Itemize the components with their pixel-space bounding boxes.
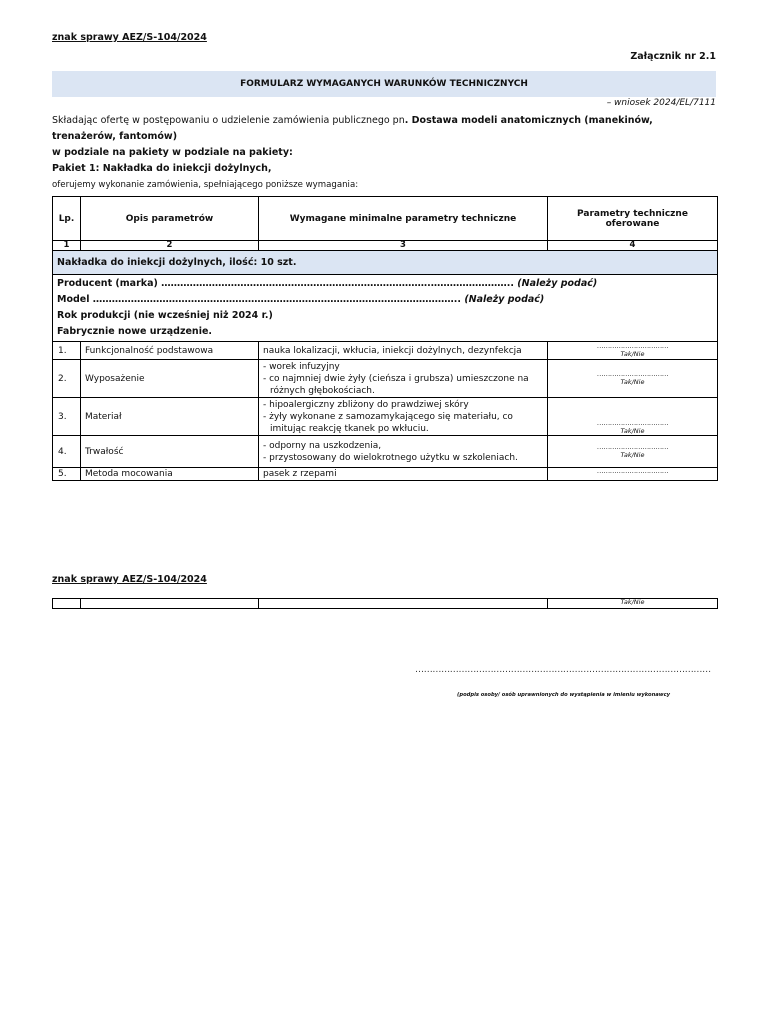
continuation-cell <box>53 599 81 609</box>
form-title-text: FORMULARZ WYMAGANYCH WARUNKÓW TECHNICZNYCH <box>240 79 528 89</box>
row-lp: 2. <box>53 360 81 398</box>
row-lp: 1. <box>53 342 81 360</box>
offer-dots: …………………………… <box>596 419 669 427</box>
model-line <box>57 292 713 308</box>
continuation-row <box>53 599 718 609</box>
intro-bold: . Dostawa modeli anatomicznych (manekinów, trenażerów, fantomów) <box>52 115 653 142</box>
intro-line-3 <box>52 161 716 177</box>
row-param: Wyposażenie <box>81 360 259 398</box>
product-info-row <box>53 275 718 342</box>
form-title <box>52 71 716 97</box>
requirement-item: - co najmniej dwie żyły (cieńsza i grubsza) umieszczone na różnych głębokościach. <box>263 373 529 396</box>
intro-line-4: oferujemy wykonanie zamówienia, spełniającego poniższe wymagania: <box>52 180 359 190</box>
model-note: (Należy podać) <box>464 294 545 305</box>
signature-caption: (podpis osoby/ osób uprawnionych do wystąpienia w imieniu wykonawcy <box>457 692 671 698</box>
offer-dots: …………………………… <box>596 443 669 451</box>
row-param: Trwałość <box>81 436 259 468</box>
offer-cell[interactable] <box>548 360 718 398</box>
product-info[interactable] <box>53 275 718 342</box>
requirement-item: - hipoalergiczny zbliżony do prawdziwej skóry <box>263 399 469 410</box>
model-label: Model …………………………………………………………………………………………………….. <box>57 294 465 305</box>
table-row <box>53 436 718 468</box>
intro-text <box>52 113 716 193</box>
offer-dots: …………………………… <box>596 370 669 378</box>
new-device-line: Fabrycznie nowe urządzenie. <box>57 326 213 337</box>
table-header-row <box>53 197 718 241</box>
requirement-item: - żyły wykonane z samozamykającego się materiału, co imitując reakcję tkanek po wkłuciu. <box>263 411 513 434</box>
row-requirement <box>259 468 548 481</box>
row-requirement <box>259 342 548 360</box>
annex-label: Załącznik nr 2.1 <box>630 51 716 62</box>
producer-note: (Należy podać) <box>517 278 598 289</box>
continuation-cell <box>259 599 548 609</box>
requirement-item: pasek z rzepami <box>263 469 337 479</box>
header-required: Wymagane minimalne parametry techniczne <box>259 197 548 241</box>
tak-nie-label: Tak/Nie <box>620 427 645 435</box>
requirement-item: - przystosowany do wielokrotnego użytku w szkoleniach. <box>263 452 518 463</box>
tak-nie-label: Tak/Nie <box>620 451 645 459</box>
intro-package-1: Pakiet 1: Nakładka do iniekcji dożylnych, <box>52 163 272 174</box>
intro-normal: Składając ofertę w postępowaniu o udzielenie zamówienia publicznego pn <box>52 115 405 126</box>
continuation-table <box>52 598 718 609</box>
col-number: 4 <box>548 241 718 251</box>
row-param: Materiał <box>81 398 259 436</box>
header-offered: Parametry techniczne oferowane <box>548 197 718 241</box>
tak-nie-label: Tak/Nie <box>620 350 645 358</box>
row-param: Funkcjonalność podstawowa <box>81 342 259 360</box>
row-lp: 5. <box>53 468 81 481</box>
offer-cell[interactable] <box>548 468 718 481</box>
tak-nie-label: Tak/Nie <box>620 378 645 386</box>
row-lp: 4. <box>53 436 81 468</box>
row-requirement <box>259 398 548 436</box>
col-number: 3 <box>259 241 548 251</box>
intro-packages: w podziale na pakiety w podziale na pakiety: <box>52 147 293 158</box>
offer-cell[interactable] <box>548 436 718 468</box>
producer-label: Producent (marka) ………………………………………………………………………….…………………….. <box>57 278 518 289</box>
producer-line <box>57 276 713 292</box>
requirement-item: nauka lokalizacji, wkłucia, iniekcji dożylnych, dezynfekcja <box>263 345 522 356</box>
offer-cell[interactable] <box>548 398 718 436</box>
request-reference: – wniosek 2024/EL/7111 <box>606 98 716 108</box>
requirement-item: - worek infuzyjny <box>263 361 340 372</box>
intro-line-2 <box>52 145 716 161</box>
row-requirement <box>259 360 548 398</box>
table-row <box>53 398 718 436</box>
row-lp: 3. <box>53 398 81 436</box>
column-number-row <box>53 241 718 251</box>
signature-line[interactable]: ………………………………………………………………………………………… <box>415 665 711 675</box>
col-number: 1 <box>53 241 81 251</box>
section-title: Nakładka do iniekcji dożylnych, ilość: 10 szt. <box>53 251 718 275</box>
continuation-cell <box>81 599 259 609</box>
requirement-item: - odporny na uszkodzenia, <box>263 440 382 451</box>
requirements-table <box>52 196 718 481</box>
header-param: Opis parametrów <box>81 197 259 241</box>
row-param: Metoda mocowania <box>81 468 259 481</box>
intro-line-1 <box>52 113 716 145</box>
row-requirement <box>259 436 548 468</box>
case-reference: znak sprawy AEZ/S-104/2024 <box>52 32 207 43</box>
offer-dots: …………………………… <box>596 342 669 350</box>
col-number: 2 <box>81 241 259 251</box>
continuation-offer-cell[interactable]: Tak/Nie <box>548 599 718 609</box>
table-row <box>53 360 718 398</box>
section-row <box>53 251 718 275</box>
table-row <box>53 342 718 360</box>
page2-case-reference: znak sprawy AEZ/S-104/2024 <box>52 574 207 585</box>
year-line: Rok produkcji (nie wcześniej niż 2024 r.) <box>57 310 273 321</box>
offer-cell[interactable] <box>548 342 718 360</box>
header-lp: Lp. <box>53 197 81 241</box>
offer-dots: …………………………… <box>596 467 669 475</box>
table-row <box>53 468 718 481</box>
